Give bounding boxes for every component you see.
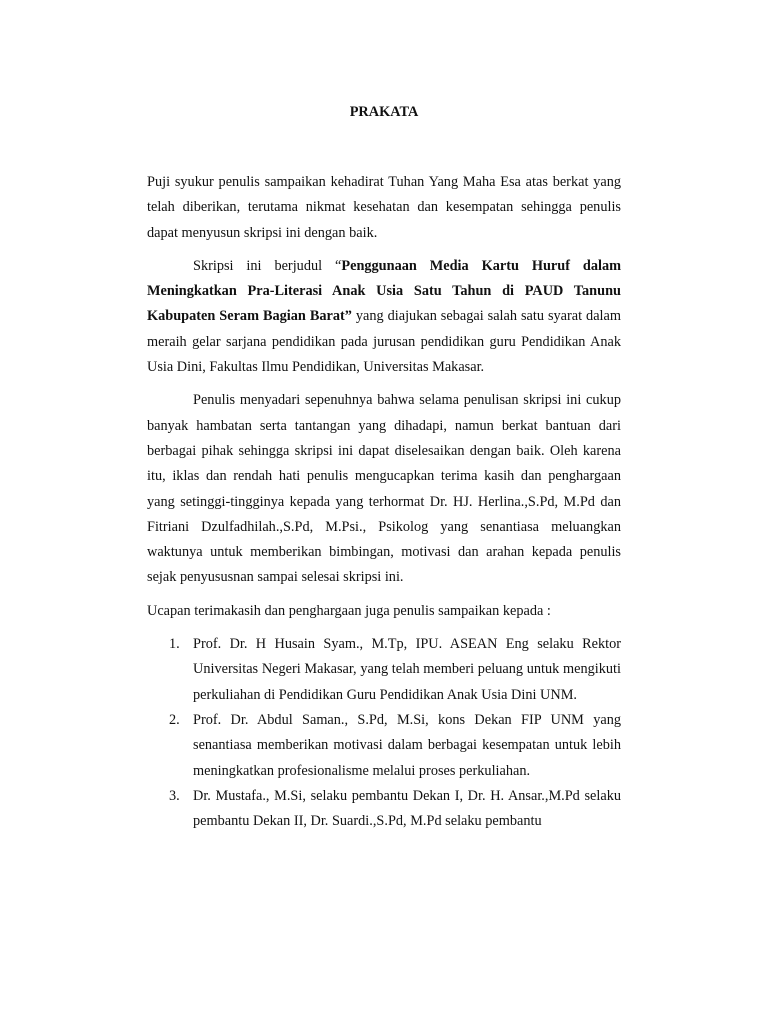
document-body [147, 170, 621, 834]
paragraph-2-lead: Skripsi ini berjudul “ [193, 257, 342, 274]
list-item-text: Prof. Dr. H Husain Syam., M.Tp, IPU. ASEAN Eng selaku Rektor Universitas Negeri Makasar, yang telah memberi peluang untuk mengikuti perkuliahan di Pendidikan Guru Pendidikan Anak Usia Dini UNM. [193, 636, 621, 703]
list-item-number: 2. [169, 711, 180, 728]
thesis-title: Penggunaan Media Kartu Huruf dalam Meningkatkan Pra-Literasi Anak Usia Satu Tahun di PAUD Tanunu Kabupaten Seram Bagian Barat” [147, 257, 621, 325]
list-item-number: 3. [169, 787, 180, 804]
list-item [147, 784, 621, 835]
paragraph-3: Penulis menyadari sepenuhnya bahwa selama penulisan skripsi ini cukup banyak hambatan serta tantangan yang dihadapi, namun berkat bantuan dari berbagai pihak sehingga skripsi ini dapat diselesaikan dengan baik. Oleh karena itu, iklas dan rendah hati penulis mengucapkan terima kasih dan penghargaan yang setinggi-tingginya kepada yang terhormat Dr. HJ. Herlina.,S.Pd, M.Pd dan Fitriani Dzulfadhilah.,S.Pd, M.Psi., Psikolog yang senantiasa meluangkan waktunya untuk memberikan bimbingan, motivasi dan arahan kepada penulis sejak penyususnan sampai selesai skripsi ini. [147, 392, 621, 586]
list-item [147, 632, 621, 708]
paragraph-2 [147, 254, 621, 380]
list-item-text: Prof. Dr. Abdul Saman., S.Pd, M.Si, kons Dekan FIP UNM yang senantiasa memberikan motivasi dalam berbagai kesempatan untuk lebih meningkatkan profesionalisme melalui proses perkuliahan. [193, 711, 621, 779]
paragraph-1: Puji syukur penulis sampaikan kehadirat Tuhan Yang Maha Esa atas berkat yang telah diberikan, terutama nikmat kesehatan dan kesempatan sehingga penulis dapat menyusun skripsi ini dengan baik. [147, 174, 621, 241]
list-item [147, 708, 621, 784]
page-title: PRAKATA [349, 104, 419, 120]
acknowledgement-list [147, 632, 621, 834]
list-item-text: Dr. Mustafa., M.Si, selaku pembantu Dekan I, Dr. H. Ansar.,M.Pd selaku pembantu Dekan II, Dr. Suardi.,S.Pd, M.Pd selaku pembantu [193, 787, 621, 830]
paragraph-2-rest: yang diajukan sebagai salah satu syarat dalam meraih gelar sarjana pendidikan pada jurusan pendidikan guru Pendidikan Anak Usia Dini, Fakultas Ilmu Pendidikan, Universitas Makasar. [147, 308, 621, 376]
list-item-number: 1. [169, 636, 180, 653]
paragraph-4: Ucapan terimakasih dan penghargaan juga penulis sampaikan kepada : [147, 602, 551, 619]
